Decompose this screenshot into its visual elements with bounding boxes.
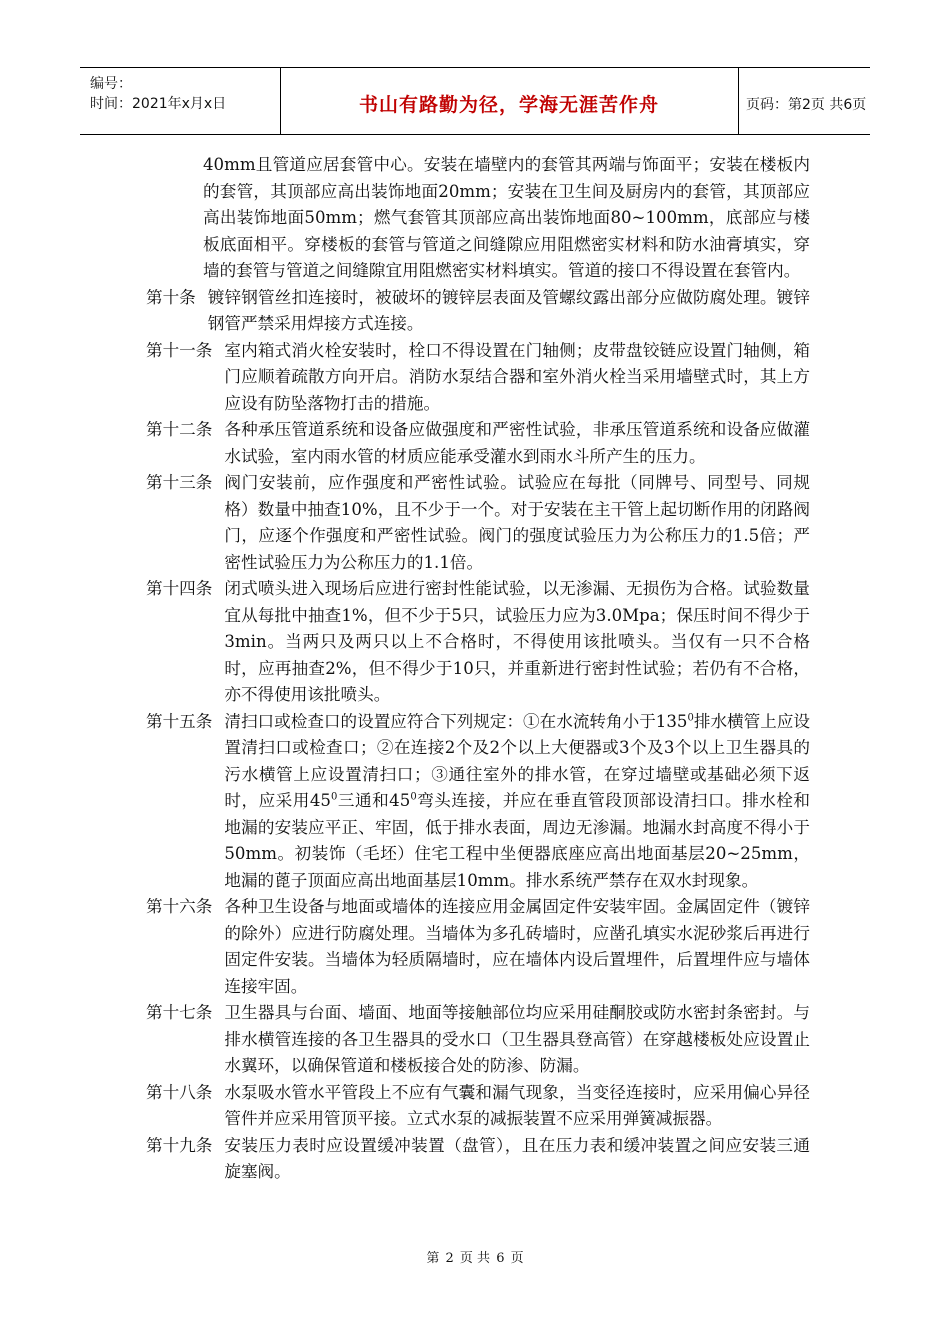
article-text: 安装压力表时应设置缓冲装置（盘管），且在压力表和缓冲装置之间应安装三通旋塞阀。: [224, 1135, 810, 1181]
continued-paragraph: 40mm且管道应居套管中心。安装在墙壁内的套管其两端与饰面平；安装在楼板内的套管，其顶部应高出装饰地面20mm；安装在卫生间及厨房内的套管，其顶部应高出装饰地面50mm；燃气套管其顶部应高出装饰地面80~100mm，底部应与楼板底面相平。穿楼板的套管与管道之间缝隙应用阻燃密实材料和防水油膏填实，穿墙的套管与管道之间缝隙宜用阻燃密实材料填实。管道的接口不得设置在套管内。: [203, 155, 810, 280]
article-text: 室内箱式消火栓安装时，栓口不得设置在门轴侧；皮带盘铰链应设置门轴侧，箱门应顺着疏散方向开启。消防水泵结合器和室外消火栓当采用墙壁式时，其上方应设有防坠落物打击的措施。: [224, 340, 810, 413]
footer-total-pages: 6: [496, 1251, 505, 1266]
article-text: 闭式喷头进入现场后应进行密封性能试验，以无渗漏、无损伤为合格。试验数量宜从每批中抽查1%，但不少于5只，试验压力应为3.0Mpa；保压时间不得少于3min。当两只及两只以上不合格时，不得使用该批喷头。当仅有一只不合格时，应再抽查2%，但不得少于10只，并重新进行密封性试验；若仍有不合格，亦不得使用该批喷头。: [224, 579, 810, 704]
article-item: [146, 894, 810, 1000]
article-item: [146, 576, 810, 709]
article-text: 水泵吸水管水平管段上不应有气囊和漏气现象，当变径连接时，应采用偏心异径管件并应采用管顶平接。立式水泵的减振装置不应采用弹簧减振器。: [224, 1082, 810, 1128]
article-item: [146, 1133, 810, 1186]
article-item: [146, 1000, 810, 1080]
article-label: 第十条: [146, 287, 196, 307]
article-text: 各种卫生设备与地面或墙体的连接应用金属固定件安装牢固。金属固定件（镀锌的除外）应进行防腐处理。当墙体为多孔砖墙时，应凿孔填实水泥砂浆后再进行固定件安装。当墙体为轻质隔墙时，应在墙体内设后置埋件，后置埋件应与墙体连接牢固。: [224, 897, 810, 996]
header-motto: 书山有路勤为径，学海无涯苦作舟: [358, 94, 659, 116]
article-label: 第十七条: [146, 1003, 213, 1022]
article-item: [146, 709, 810, 895]
article-label: 第十三条: [146, 473, 213, 492]
article-text: 镀锌钢管丝扣连接时，被破坏的镀锌层表面及管螺纹露出部分应做防腐处理。镀锌钢管严禁采用焊接方式连接。: [207, 287, 810, 333]
article-item: [146, 470, 810, 576]
page-footer: 第 2 页 共 6 页: [426, 1251, 524, 1266]
header-meta-cell: [80, 68, 281, 134]
document-date: 时间：2021年x月x日: [90, 96, 227, 112]
article-label: 第十四条: [146, 579, 213, 598]
header-page-cell: [738, 68, 870, 134]
article-label: 第十八条: [146, 1082, 213, 1102]
article-label: 第十一条: [146, 340, 213, 360]
article-label: 第十六条: [146, 897, 213, 916]
page-header: [80, 67, 870, 135]
article-item: [146, 338, 810, 418]
article-text: 卫生器具与台面、墙面、地面等接触部位均应采用硅酮胶或防水密封条密封。与排水横管连接的各卫生器具的受水口（卫生器具登高管）在穿越楼板处应设置止水翼环，以确保管道和楼板接合处的防渗、防漏。: [224, 1003, 810, 1075]
article-text: 各种承压管道系统和设备应做强度和严密性试验，非承压管道系统和设备应做灌水试验，室内雨水管的材质应能承受灌水到雨水斗所产生的压力。: [224, 420, 810, 466]
article-list: [146, 894, 810, 1186]
article-item: [146, 285, 810, 338]
article-text: 阀门安装前，应作强度和严密性试验。试验应在每批（同牌号、同型号、同规格）数量中抽查10%，且不少于一个。对于安装在主干管上起切断作用的闭路阀门，应逐个作强度和严密性试验。阀门的强度试验压力为公称压力的1.5倍；严密性试验压力为公称压力的1.1倍。: [224, 473, 810, 572]
article-text: 清扫口或检查口的设置应符合下列规定：①在水流转角小于$135^0$排水横管上应设置清扫口或检查口；②在连接2个及2个以上大便器或3个及3个以上卫生器具的污水横管上应设置清扫口；③通往室外的排水管，在穿过墙壁或基础必须下返时，应采用$45^0$三通和$45^0$弯头连接，并应在垂直管段顶部设清扫口。排水栓和地漏的安装应平正、牢固，低于排水表面，周边无渗漏。地漏水封高度不得小于50mm。初装饰（毛坯）住宅工程中坐便器底座应高出地面基层20~25mm，地漏的蓖子顶面应高出地面基层10mm。排水系统严禁存在双水封现象。: [224, 711, 811, 890]
header-page-number: 页码：第2页 共6页: [746, 97, 867, 113]
header-motto-cell: [280, 68, 739, 134]
article-label: 第十五条: [146, 711, 213, 731]
article-label: 第十二条: [146, 420, 213, 439]
article-label: 第十九条: [146, 1135, 213, 1155]
article-item: [146, 1080, 810, 1133]
document-code: 编号：: [90, 76, 132, 92]
article-item: [146, 417, 810, 470]
footer-page-number: 2: [445, 1251, 454, 1266]
article-list: [146, 285, 810, 709]
document-body: [146, 152, 810, 1186]
